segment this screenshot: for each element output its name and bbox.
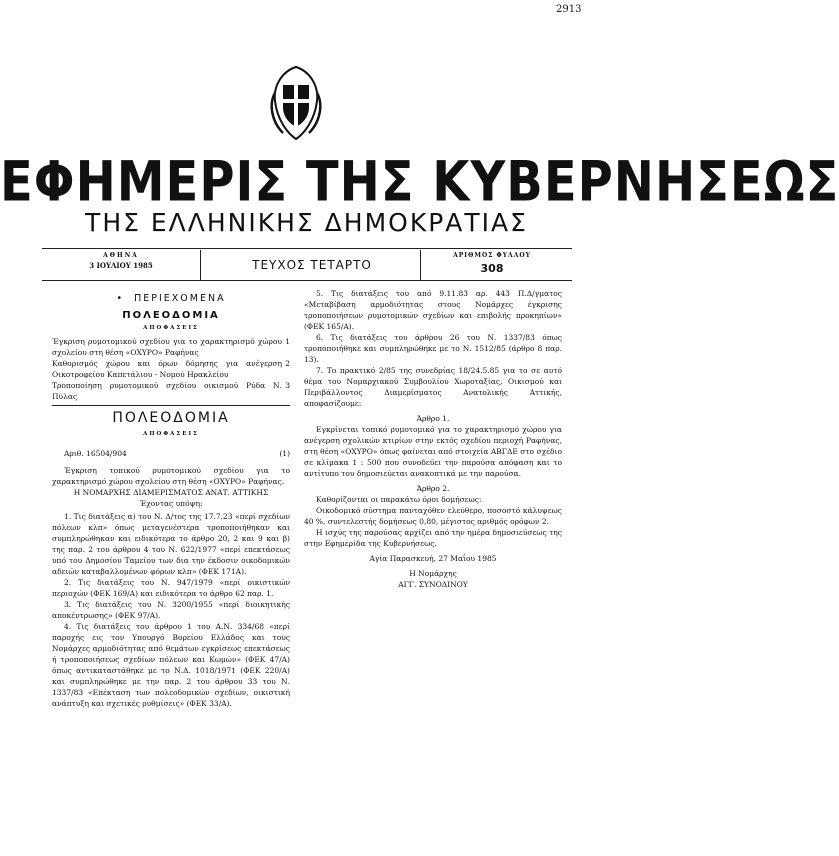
- consideration-item: 1. Τις διατάξεις α) του Ν. Δ/τος της 17.7.23 «περί σχεδίων πόλεων κλπ» όπως μεταγενέστερα τροποποιήθηκαν και συμπληρώθηκαν και ειδικότερα το άρθρο 20, 2 και 9 και β) της παρ. 2 του άρθρου 4 του Ν. 622/1977 «περί επεκτάσεως υπό του Δημοσίου Ταμείου των δια την έκδοσιν οικοδομικών αδειών καταβαλλομένων φόρων κλπ» (ΦΕΚ 171Α).: [52, 512, 290, 576]
- contents-heading: • ΠΕΡΙΕΧΟΜΕΝΑ: [116, 293, 226, 304]
- signer-name: ΑΓΓ. ΣΥΝΟΔΙΝΟΥ: [398, 580, 468, 589]
- sheet-number: 308: [480, 262, 504, 275]
- contents-section: ΠΟΛΕΟΔΟΜΙΑ: [122, 310, 220, 321]
- article-text: Εγκρίνεται τοπικό ρυμοτομικό για το χαρακτηρισμό χώρου για ανέγερση σχολικών κτιρίων στην εκτός σχεδίου περιοχή Ραφήνας, στη θέση «ΟΧΥΡΟ» όπως φαίνεται από στοιχεία ΑΒΓΔΕ στο σχέδιο σε κλίμακα 1 : 500 που συνοδεύει την παρούσα απόφαση και το αντίτυπο του δημοσιεύεται ανακοπτικά με την παρούσα.: [304, 425, 562, 478]
- left-column: [52, 293, 290, 709]
- contents-item: Καθορισμός χώρου και όρων δόμησης για ανέγερση Οικοτροφείου Καπετάλιου - Νομού Ηρακλείου 2: [52, 359, 290, 379]
- decision-number-line: [52, 448, 290, 459]
- article-title: Άρθρο 2.: [416, 484, 450, 493]
- sheet-number-label: ΑΡΙΘΜΟΣ ΦΥΛΛΟΥ: [453, 252, 531, 259]
- page-number: 2913: [556, 4, 582, 15]
- consideration-item: 4. Τις διατάξεις του άρθρου 1 του Α.Ν. 334/68 «περί παροχής εις τον Υπουργό Βορείου Ελλάδος και τους Νομάρχες αρμοδιότητας από θεμάτων εγκρίσεως επεκτάσεως ή τροποποιήσεως σχεδίων πόλεων και Κωμών» (ΦΕΚ 47/Α) όπως αντικαταστάθηκε με το Ν.Δ. 1018/1971 (ΦΕΚ 220/Α) και συμπληρώθηκε με την παρ. 2 του άρθρου 33 του Ν. 1337/83 «Επέκταση των πολεοδομικών σχεδίων, οικιστική ανάπτυξη και σχετικές ρυθμίσεις» (ΦΕΚ 33/Α).: [52, 622, 290, 708]
- validity-clause: Η ισχύς της παρούσας αρχίζει από την ημέρα δημοσιεύσεως της στην Εφημερίδα της Κυβερνήσεως.: [304, 528, 562, 548]
- section-rule: [52, 405, 290, 406]
- contents-item: Τροποποίηση ρυμοτομικού σχεδίου οικισμού Ρύδα Ν. Πύλας 3: [52, 381, 290, 401]
- article-title: Άρθρο 1.: [416, 414, 450, 423]
- consideration-item: 7. Το πρακτικό 2/85 της συνεδρίας 18/24.5.85 για το σε αυτό θέμα του Νομαρχιακού Συμβουλίου Χωροταξίας, Οικισμού και Περιβάλλοντος Διαμερίσματος Ανατολικής Αττικής, αποφασίζουμε:: [304, 366, 562, 408]
- issue-city: ΑΘΗΝΑ: [103, 252, 139, 259]
- decision-authority: Η ΝΟΜΑΡΧΗΣ ΔΙΑΜΕΡΙΣΜΑΤΟΣ ΑΝΑΤ. ΑΤΤΙΚΗΣ: [73, 488, 269, 497]
- consideration-item: 2. Τις διατάξεις του Ν. 947/1979 «περί οικιστικών περιοχών (ΦΕΚ 169/Α) και ειδικότερα το άρθρο 62 παρ. 1.: [52, 578, 290, 598]
- signer-title: Η Νομάρχης: [409, 569, 457, 578]
- masthead-top-rule: [42, 248, 572, 249]
- article-intro: Καθορίζονται οι παρακάτω όροι δομήσεως:: [316, 495, 482, 504]
- greek-coat-of-arms-icon: [265, 63, 327, 143]
- issue-date: 3 ΙΟΥΛΙΟΥ 1985: [89, 261, 153, 270]
- right-column: [304, 288, 562, 590]
- contents-subsection: ΑΠΟΦΑΣΕΙΣ: [143, 325, 199, 331]
- masthead-divider: [200, 250, 201, 280]
- decision-having: Έχοντας υπόψη:: [139, 499, 203, 508]
- consideration-item: 6. Τις διατάξεις του άρθρου 26 του Ν. 1337/83 όπως τροποποιήθηκε και συμπληρώθηκε με το Ν. 1512/85 (άρθρο 8 παρ. 13).: [304, 333, 562, 364]
- contents-item: Έγκριση ρυμοτομικού σχεδίου για το χαρακτηρισμό χώρου σχολείου στη θέση «ΟΧΥΡΟ» Ραφήνας 1: [52, 337, 290, 357]
- decision-section: ΠΟΛΕΟΔΟΜΙΑ: [112, 410, 230, 426]
- consideration-item: 5. Τις διατάξεις του από 9.11.83 αρ. 443 Π.Δ/γματος «Μεταβίβαση αρμοδιότητας στους Νομάρχες έγκρισης τροποποιήσεων ρυμοτομικών σχεδίων και επιβολής προκηπίων» (ΦΕΚ 165/Α).: [304, 289, 562, 331]
- gazette-subtitle: ΤΗΣ ΕΛΛΗΝΙΚΗΣ ΔΗΜΟΚΡΑΤΙΑΣ: [85, 208, 528, 237]
- decision-subject: Έγκριση τοπικού ρυμοτομικού σχεδίου για το χαρακτηρισμό χώρου σχολείου στη θέση «ΟΧΥΡΟ» Ραφήνας.: [52, 466, 290, 486]
- issue-volume: ΤΕΥΧΟΣ ΤΕΤΑΡΤΟ: [252, 258, 372, 272]
- decision-number: Αριθ. 16504/904: [64, 449, 127, 458]
- consideration-item: 3. Τις διατάξεις του Ν. 3200/1955 «περί διοικητικής αποκέντρωσης» (ΦΕΚ 97/Α).: [52, 600, 290, 620]
- decision-subsection: ΑΠΟΦΑΣΕΙΣ: [143, 431, 199, 437]
- gazette-title: ΕΦΗΜΕΡΙΣ ΤΗΣ ΚΥΒΕΡΝΗΣΕΩΣ: [0, 150, 839, 215]
- masthead-bottom-rule: [42, 280, 572, 281]
- decision-ref: (1): [279, 449, 290, 458]
- place-date: Αγία Παρασκευή, 27 Μαΐου 1985: [369, 554, 497, 563]
- masthead-divider: [420, 250, 421, 280]
- article-text: Οικοδομικό σύστημα πανταχόθεν ελεύθερο, ποσοστό κάλυψεως 40 %, συντελεστής δομήσεως 0,80, μέγιστος αριθμός ορόφων 2.: [304, 506, 562, 526]
